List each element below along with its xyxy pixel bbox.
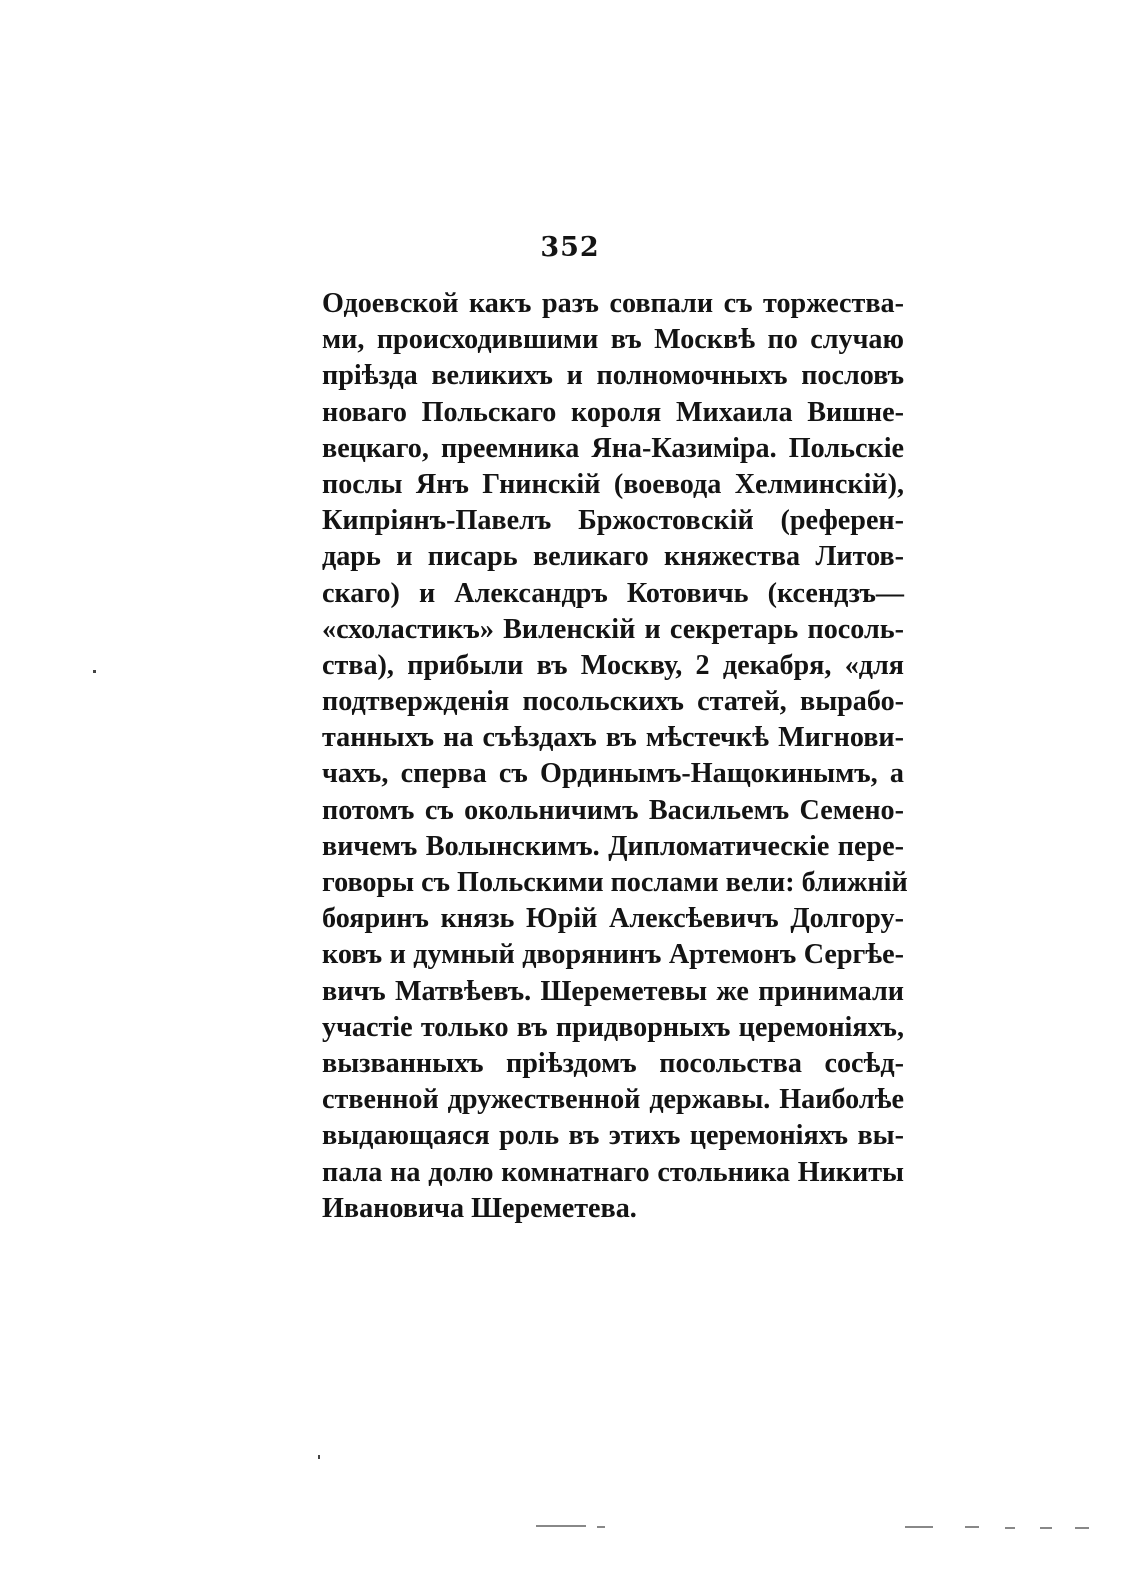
text-line: «схоластикъ» Виленскiй и секретарь посоль- [322,612,904,645]
text-line: участiе только въ придворныхъ церемонiяхъ, [322,1010,904,1043]
text-line: вичемъ Волынскимъ. Дипломатическiе пере- [322,829,904,862]
text-line: вичъ Матвѣевъ. Шереметевы же принимали [322,974,904,1007]
text-line: потомъ съ окольничимъ Васильемъ Семено- [322,793,904,826]
text-line: дарь и писарь великаго княжества Литов- [322,540,904,573]
text-line: ковъ и думный дворянинъ Артемонъ Сергѣе- [322,938,904,971]
body-text [322,285,922,1226]
scan-speck [318,1455,320,1459]
text-line: послы Янъ Гнинскiй (воевода Хелминскiй), [322,467,904,500]
scan-dash [905,1526,933,1528]
text-line: говоры съ Польскими послами вели: ближнiй [322,866,908,898]
text-line: пала на долю комнатнаго стольника Никиты [322,1155,904,1188]
text-line: выдающаяся роль въ этихъ церемонiяхъ вы- [322,1119,904,1152]
text-line: прiѣзда великихъ и полномочныхъ пословъ [322,359,904,392]
text-line: скаго) и Александръ Котовичь (ксендзъ— [322,576,904,609]
text-line: вецкаго, преемника Яна-Казимiра. Польскiе [322,431,904,464]
text-line: танныхъ на съѣздахъ въ мѣстечкѣ Мигнови- [322,721,904,754]
text-line: подтвержденiя посольскихъ статей, вырабо- [322,685,904,718]
text-line: ственной дружественной державы. Наиболѣе [322,1083,904,1116]
scan-dash [1075,1527,1089,1529]
text-line: ства), прибыли въ Москву, 2 декабря, «для [322,648,904,681]
scan-dash [1005,1527,1015,1529]
text-line: Кипрiянъ-Павелъ Бржостовскiй (референ- [322,504,904,537]
text-line: ми, происходившими въ Москвѣ по случаю [322,323,904,356]
text-line: бояринъ князь Юрiй Алексѣевичъ Долгору- [322,902,904,935]
scan-dash [965,1526,979,1528]
page-number: 352 [540,232,600,263]
scan-dash [536,1525,586,1527]
scan-speck [93,670,96,673]
text-line: новаго Польскаго короля Михаила Вишне- [322,395,904,428]
scan-dash [1040,1527,1052,1529]
scan-dash [597,1526,605,1528]
text-line: Одоевской какъ разъ совпали съ торжества- [322,287,904,319]
text-line: Ивановича Шереметева. [322,1191,637,1224]
text-line: чахъ, сперва съ Ординымъ-Нащокинымъ, а [322,757,904,790]
text-line: вызванныхъ прiѣздомъ посольства сосѣд- [322,1046,904,1079]
